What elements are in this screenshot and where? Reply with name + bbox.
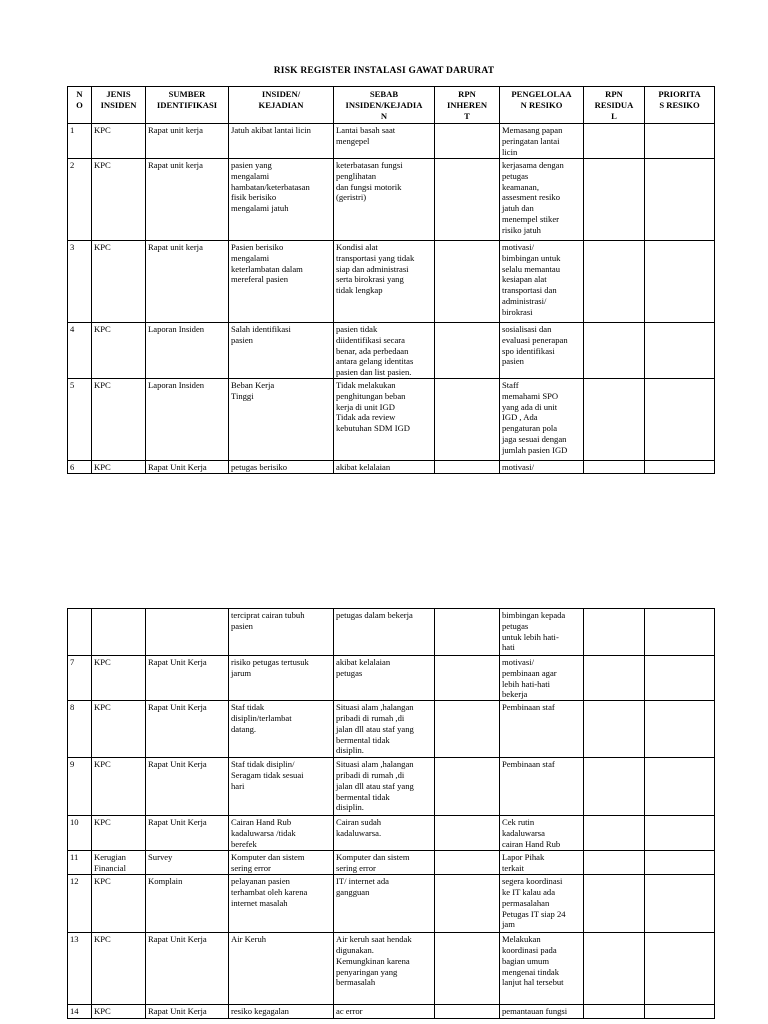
cell-no: 11 (68, 851, 92, 875)
cell-rpn-residual (584, 460, 645, 473)
cell-pengelolaan-resiko: Pembinaan staf (500, 701, 584, 758)
cell-no: 8 (68, 701, 92, 758)
cell-no: 10 (68, 816, 92, 851)
table-row (68, 758, 715, 816)
table-row (68, 378, 715, 460)
cell-prioritas-resiko (645, 1005, 715, 1019)
cell-no: 4 (68, 323, 92, 379)
cell-pengelolaan-resiko: kerjasama dengan petugas keamanan, assesment resiko jatuh dan menempel stiker risiko jatuh (500, 159, 584, 241)
cell-insiden-kejadian: Salah identifikasi pasien (229, 323, 334, 379)
cell-rpn-inherent (435, 758, 500, 816)
cell-insiden-kejadian: risiko petugas tertusuk jarum (229, 656, 334, 701)
risk-register-table-page-1 (67, 86, 715, 474)
cell-no: 6 (68, 460, 92, 473)
cell-prioritas-resiko (645, 851, 715, 875)
table-row (68, 816, 715, 851)
cell-no: 7 (68, 656, 92, 701)
cell-rpn-inherent (435, 816, 500, 851)
table-row (68, 933, 715, 1005)
cell-prioritas-resiko (645, 378, 715, 460)
cell-no: 12 (68, 875, 92, 933)
cell-sumber-identifikasi: Rapat Unit Kerja (146, 816, 229, 851)
table-row (68, 875, 715, 933)
cell-jenis-insiden: KPC (92, 875, 146, 933)
cell-sumber-identifikasi: Rapat Unit Kerja (146, 758, 229, 816)
cell-sebab-insiden: akibat kelalaian petugas (334, 656, 435, 701)
cell-sumber-identifikasi: Rapat unit kerja (146, 124, 229, 159)
cell-rpn-residual (584, 378, 645, 460)
cell-prioritas-resiko (645, 241, 715, 323)
cell-jenis-insiden: KPC (92, 241, 146, 323)
cell-pengelolaan-resiko: motivasi/ pembinaan agar lebih hati-hati bekerja (500, 656, 584, 701)
cell-sumber-identifikasi: Laporan Insiden (146, 378, 229, 460)
cell-insiden-kejadian: Komputer dan sistem sering error (229, 851, 334, 875)
cell-rpn-residual (584, 816, 645, 851)
cell-jenis-insiden: KPC (92, 656, 146, 701)
cell-jenis-insiden: KPC (92, 758, 146, 816)
cell-insiden-kejadian: Pasien berisiko mengalami keterlambatan dalam mereferal pasien (229, 241, 334, 323)
cell-prioritas-resiko (645, 323, 715, 379)
cell-sumber-identifikasi: Rapat unit kerja (146, 241, 229, 323)
header-rpn-residual: RPN RESIDUA L (584, 87, 645, 124)
cell-no: 5 (68, 378, 92, 460)
cell-rpn-residual (584, 159, 645, 241)
cell-rpn-inherent (435, 378, 500, 460)
header-sumber-identifikasi: SUMBER IDENTIFIKASI (146, 87, 229, 124)
header-no: N O (68, 87, 92, 124)
cell-sebab-insiden: IT/ internet ada gangguan (334, 875, 435, 933)
cell-rpn-residual (584, 323, 645, 379)
cell-insiden-kejadian: terciprat cairan tubuh pasien (229, 609, 334, 656)
cell-sumber-identifikasi: Rapat Unit Kerja (146, 701, 229, 758)
cell-pengelolaan-resiko: segera koordinasi ke IT kalau ada permasalahan Petugas IT siap 24 jam (500, 875, 584, 933)
cell-sebab-insiden: petugas dalam bekerja (334, 609, 435, 656)
cell-rpn-inherent (435, 124, 500, 159)
cell-insiden-kejadian: Jatuh akibat lantai licin (229, 124, 334, 159)
cell-prioritas-resiko (645, 933, 715, 1005)
cell-rpn-inherent (435, 656, 500, 701)
cell-no: 3 (68, 241, 92, 323)
cell-rpn-inherent (435, 933, 500, 1005)
cell-sumber-identifikasi: Survey (146, 851, 229, 875)
table-body-page-1 (68, 124, 715, 474)
cell-sumber-identifikasi: Rapat Unit Kerja (146, 1005, 229, 1019)
cell-insiden-kejadian: Air Keruh (229, 933, 334, 1005)
table-body-page-2 (68, 609, 715, 1019)
cell-prioritas-resiko (645, 875, 715, 933)
cell-prioritas-resiko (645, 758, 715, 816)
cell-jenis-insiden: KPC (92, 159, 146, 241)
cell-pengelolaan-resiko: Staff memahami SPO yang ada di unit IGD , Ada pengaturan pola jaga sesuai dengan jumlah pasien IGD (500, 378, 584, 460)
cell-rpn-inherent (435, 851, 500, 875)
cell-prioritas-resiko (645, 159, 715, 241)
cell-insiden-kejadian: pasien yang mengalami hambatan/keterbatasan fisik berisiko mengalami jatuh (229, 159, 334, 241)
cell-pengelolaan-resiko: Melakukan koordinasi pada bagian umum mengenai tindak lanjut hal tersebut (500, 933, 584, 1005)
cell-jenis-insiden: KPC (92, 701, 146, 758)
cell-rpn-inherent (435, 323, 500, 379)
cell-sumber-identifikasi: Rapat unit kerja (146, 159, 229, 241)
cell-rpn-residual (584, 758, 645, 816)
cell-jenis-insiden: KPC (92, 378, 146, 460)
cell-insiden-kejadian: Beban Kerja Tinggi (229, 378, 334, 460)
header-prioritas-resiko: PRIORITA S RESIKO (645, 87, 715, 124)
cell-no: 1 (68, 124, 92, 159)
header-row (68, 87, 715, 124)
cell-sumber-identifikasi: Rapat Unit Kerja (146, 460, 229, 473)
cell-sumber-identifikasi: Rapat Unit Kerja (146, 933, 229, 1005)
cell-jenis-insiden (92, 609, 146, 656)
cell-sebab-insiden: Situasi alam ,halangan pribadi di rumah ,di jalan dll atau staf yang bermental tidak disiplin. (334, 701, 435, 758)
cell-rpn-inherent (435, 609, 500, 656)
cell-prioritas-resiko (645, 701, 715, 758)
cell-sebab-insiden: Situasi alam ,halangan pribadi di rumah ,di jalan dll atau staf yang bermental tidak disiplin. (334, 758, 435, 816)
cell-prioritas-resiko (645, 460, 715, 473)
cell-no: 9 (68, 758, 92, 816)
table-row (68, 1005, 715, 1019)
table-row (68, 241, 715, 323)
header-insiden-kejadian: INSIDEN/ KEJADIAN (229, 87, 334, 124)
document-title: RISK REGISTER INSTALASI GAWAT DARURAT (273, 66, 495, 76)
cell-sebab-insiden: Air keruh saat hendak digunakan. Kemungkinan karena penyaringan yang bermasalah (334, 933, 435, 1005)
cell-pengelolaan-resiko: Lapor Pihak terkait (500, 851, 584, 875)
cell-rpn-residual (584, 933, 645, 1005)
cell-insiden-kejadian: Staf tidak disiplin/terlambat datang. (229, 701, 334, 758)
cell-insiden-kejadian: pelayanan pasien terhambat oleh karena internet masalah (229, 875, 334, 933)
table-row (68, 851, 715, 875)
table-row (68, 609, 715, 656)
cell-rpn-residual (584, 124, 645, 159)
cell-rpn-residual (584, 241, 645, 323)
cell-jenis-insiden: KPC (92, 933, 146, 1005)
cell-rpn-inherent (435, 159, 500, 241)
table-row (68, 159, 715, 241)
cell-prioritas-resiko (645, 124, 715, 159)
cell-rpn-residual (584, 1005, 645, 1019)
cell-jenis-insiden: KPC (92, 460, 146, 473)
cell-jenis-insiden: KPC (92, 1005, 146, 1019)
cell-no: 14 (68, 1005, 92, 1019)
table-row (68, 124, 715, 159)
cell-rpn-inherent (435, 875, 500, 933)
cell-prioritas-resiko (645, 816, 715, 851)
cell-jenis-insiden: KPC (92, 816, 146, 851)
header-jenis-insiden: JENIS INSIDEN (92, 87, 146, 124)
cell-rpn-residual (584, 875, 645, 933)
header-rpn-inherent: RPN INHEREN T (435, 87, 500, 124)
cell-sebab-insiden: keterbatasan fungsi penglihatan dan fungsi motorik (geristri) (334, 159, 435, 241)
cell-sebab-insiden: Kondisi alat transportasi yang tidak siap dan administrasi serta birokrasi yang tidak lengkap (334, 241, 435, 323)
cell-rpn-inherent (435, 460, 500, 473)
header-pengelolaan-resiko: PENGELOLAA N RESIKO (500, 87, 584, 124)
cell-rpn-inherent (435, 1005, 500, 1019)
cell-prioritas-resiko (645, 609, 715, 656)
cell-rpn-inherent (435, 701, 500, 758)
cell-sumber-identifikasi: Laporan Insiden (146, 323, 229, 379)
cell-jenis-insiden: KPC (92, 124, 146, 159)
table-row (68, 701, 715, 758)
cell-pengelolaan-resiko: pemantauan fungsi (500, 1005, 584, 1019)
cell-rpn-residual (584, 656, 645, 701)
cell-sumber-identifikasi: Rapat Unit Kerja (146, 656, 229, 701)
cell-pengelolaan-resiko: Cek rutin kadaluwarsa cairan Hand Rub (500, 816, 584, 851)
cell-sumber-identifikasi (146, 609, 229, 656)
cell-sebab-insiden: Tidak melakukan penghitungan beban kerja di unit IGD Tidak ada review kebutuhan SDM IGD (334, 378, 435, 460)
cell-prioritas-resiko (645, 656, 715, 701)
cell-jenis-insiden: Kerugian Financial (92, 851, 146, 875)
cell-insiden-kejadian: petugas berisiko (229, 460, 334, 473)
cell-sebab-insiden: pasien tidak diidentifikasi secara benar, ada perbedaan antara gelang identitas pasien dan list pasien. (334, 323, 435, 379)
cell-sumber-identifikasi: Komplain (146, 875, 229, 933)
cell-rpn-residual (584, 701, 645, 758)
risk-register-table-page-2 (67, 608, 715, 1019)
header-sebab-insiden: SEBAB INSIDEN/KEJADIA N (334, 87, 435, 124)
cell-sebab-insiden: Lantai basah saat mengepel (334, 124, 435, 159)
cell-sebab-insiden: Komputer dan sistem sering error (334, 851, 435, 875)
cell-pengelolaan-resiko: motivasi/ (500, 460, 584, 473)
cell-insiden-kejadian: resiko kegagalan (229, 1005, 334, 1019)
table-row (68, 460, 715, 473)
cell-insiden-kejadian: Cairan Hand Rub kadaluwarsa /tidak berefek (229, 816, 334, 851)
cell-sebab-insiden: Cairan sudah kadaluwarsa. (334, 816, 435, 851)
cell-pengelolaan-resiko: motivasi/ bimbingan untuk selalu memantau kesiapan alat transportasi dan administrasi/ birokrasi (500, 241, 584, 323)
cell-pengelolaan-resiko: bimbingan kepada petugas untuk lebih hati- hati (500, 609, 584, 656)
cell-jenis-insiden: KPC (92, 323, 146, 379)
cell-pengelolaan-resiko: sosialisasi dan evaluasi penerapan spo identifikasi pasien (500, 323, 584, 379)
cell-no: 2 (68, 159, 92, 241)
cell-rpn-residual (584, 609, 645, 656)
table-row (68, 656, 715, 701)
cell-rpn-residual (584, 851, 645, 875)
cell-no (68, 609, 92, 656)
cell-rpn-inherent (435, 241, 500, 323)
cell-sebab-insiden: ac error (334, 1005, 435, 1019)
cell-sebab-insiden: akibat kelalaian (334, 460, 435, 473)
table-row (68, 323, 715, 379)
cell-insiden-kejadian: Staf tidak disiplin/ Seragam tidak sesuai hari (229, 758, 334, 816)
cell-pengelolaan-resiko: Pembinaan staf (500, 758, 584, 816)
cell-no: 13 (68, 933, 92, 1005)
cell-pengelolaan-resiko: Memasang papan peringatan lantai licin (500, 124, 584, 159)
